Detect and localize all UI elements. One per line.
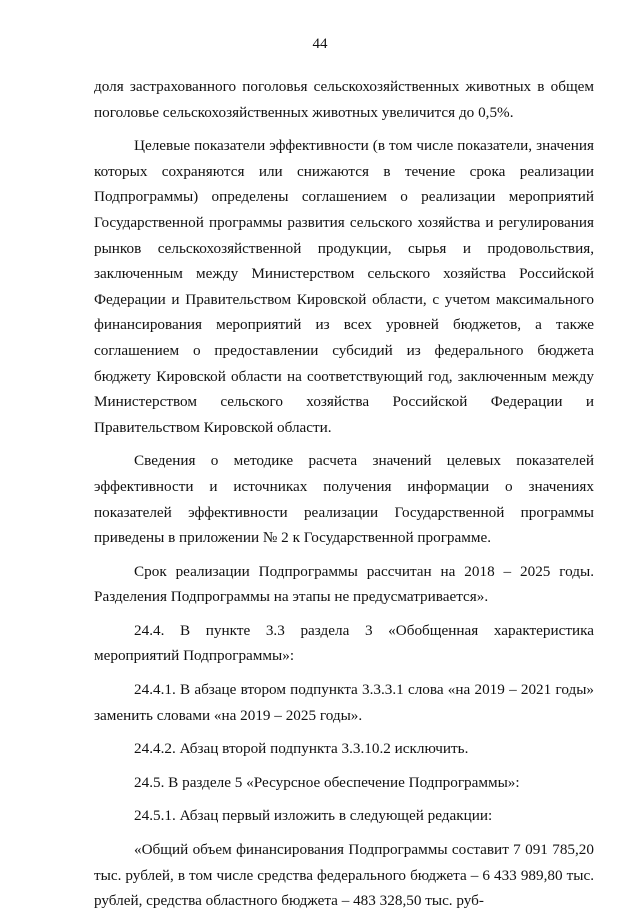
paragraph: Срок реализации Подпрограммы рассчитан на 2018 – 2025 годы. Разделения Подпрограммы на этапы не предусматривается».: [94, 562, 594, 606]
paragraph: 24.5.1. Абзац первый изложить в следующей редакции:: [134, 807, 493, 825]
document-body: [94, 74, 594, 914]
paragraph: Целевые показатели эффективности (в том числе показатели, значения которых сохраняются или снижаются в течение срока реализации Подпрограммы) определены соглашением о реализации мероприятий Государственной программы развития сельского хозяйства и регулирования рынков сельскохозяйственной продукции, сырья и продовольствия, заключенным между Министерством сельского хозяйства Российской Федерации и Правительством Кировской области, с учетом максимального финансирования мероприятий из всех уровней бюджетов, а также соглашением о предоставлении субсидий из федерального бюджета бюджету Кировской области на соответствующий год, заключенным между Министерством сельского хозяйства Российской Федерации и Правительством Кировской области.: [94, 137, 594, 436]
paragraph: «Общий объем финансирования Подпрограммы составит 7 091 785,20 тыс. рублей, в том числе средства федерального бюджета – 6 433 989,80 тыс. рублей, средства областного бюджета – 483 328,50 тыс. руб-: [94, 841, 594, 910]
paragraph: Сведения о методике расчета значений целевых показателей эффективности и источниках получения информации о значениях показателей эффективности реализации Государственной программы приведены в приложении № 2 к Государственной программе.: [94, 452, 594, 547]
paragraph: 24.4. В пункте 3.3 раздела 3 «Обобщенная характеристика мероприятий Подпрограммы»:: [94, 621, 594, 665]
paragraph: 24.4.1. В абзаце втором подпункта 3.3.3.1 слова «на 2019 – 2021 годы» заменить словами «на 2019 – 2025 годы».: [94, 681, 594, 724]
paragraph: 24.5. В разделе 5 «Ресурсное обеспечение Подпрограммы»:: [134, 773, 520, 791]
page-number: 44: [312, 36, 328, 52]
paragraph: доля застрахованного поголовья сельскохозяйственных животных в общем поголовье сельскохозяйственных животных увеличится до 0,5%.: [94, 78, 594, 121]
paragraph: 24.4.2. Абзац второй подпункта 3.3.10.2 исключить.: [134, 740, 469, 758]
